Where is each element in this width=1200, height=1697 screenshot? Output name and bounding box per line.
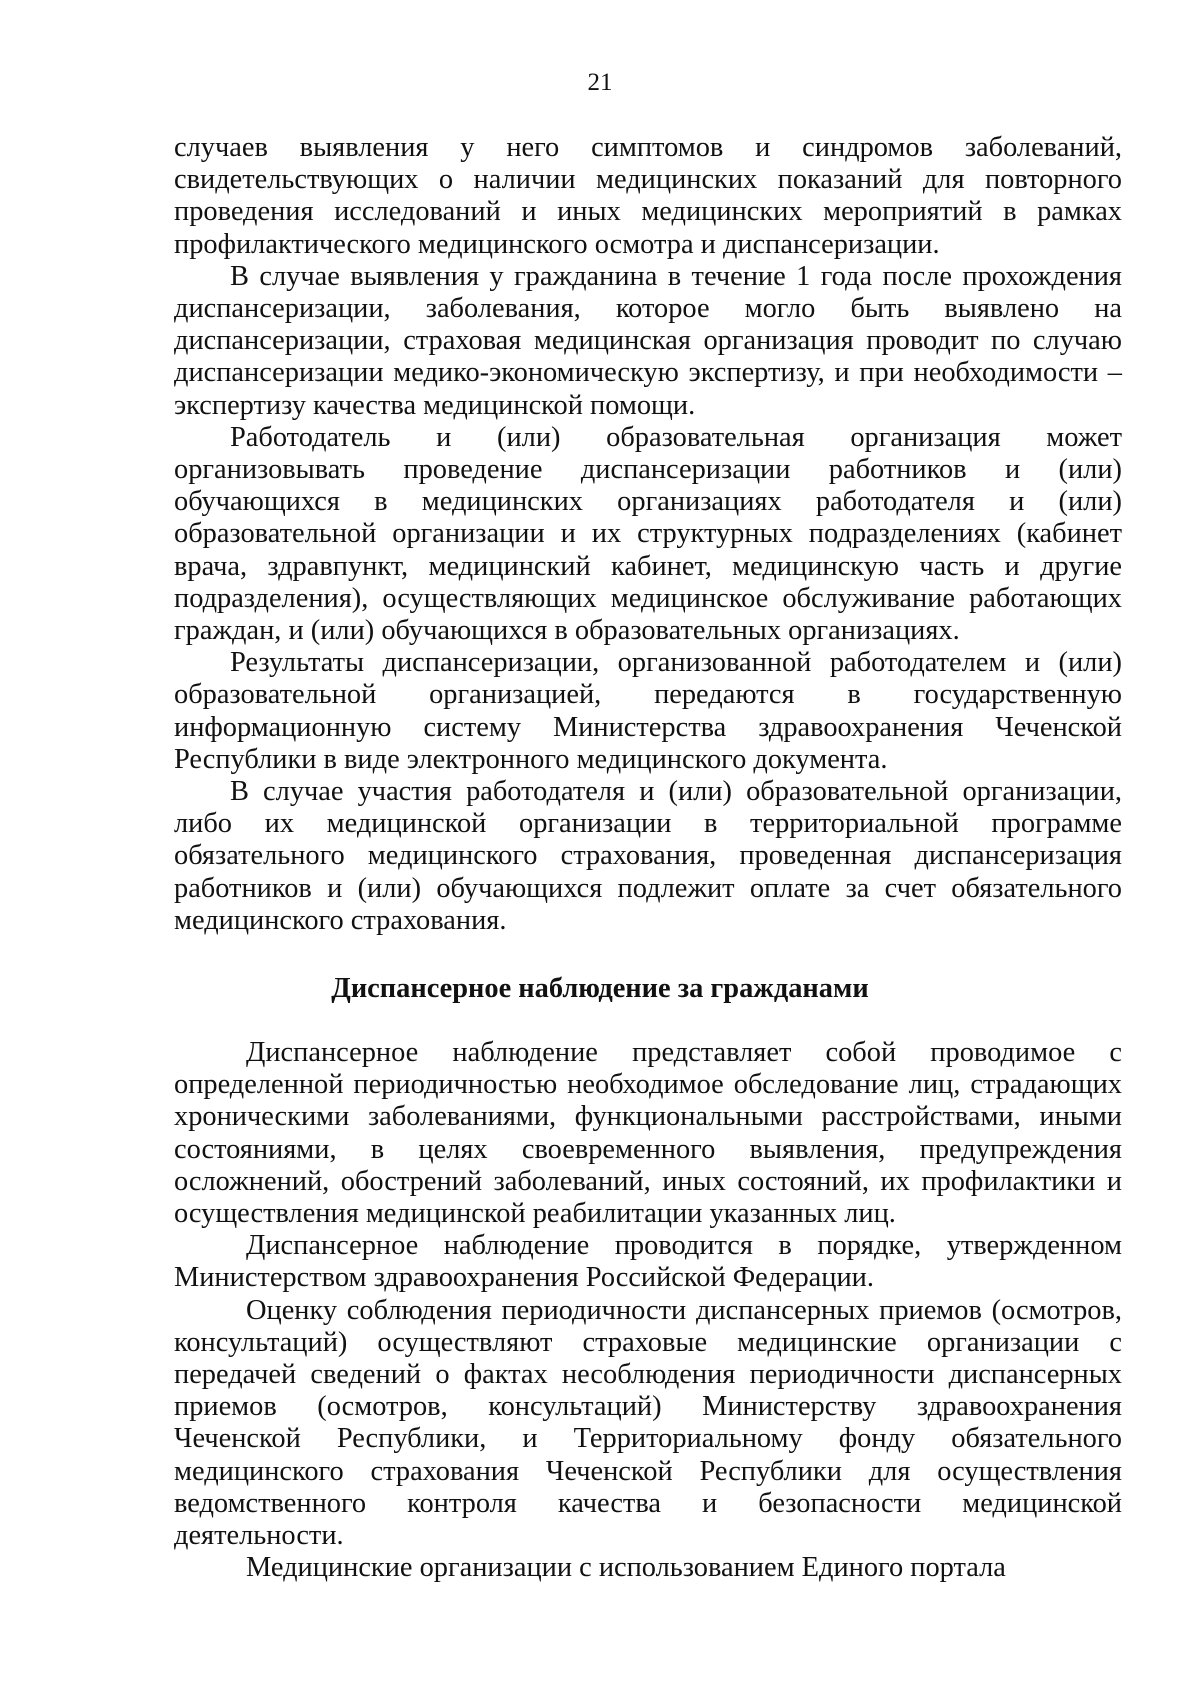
paragraph-periodicity-assessment: Оценку соблюдения периодичности диспансерных приемов (осмотров, консультаций) осуществляют страховые медицинские организации с передачей сведений о фактах несоблюдения периодичности диспансерных приемов (осмотров, консультаций) Министерству здравоохранения Чеченской Республики, и Территориальному фонду обязательного медицинского страхования Чеченской Республики для осуществления ведомственного контроля качества и безопасности медицинской деятельности.: [174, 1294, 1122, 1552]
section-heading: Диспансерное наблюдение за гражданами: [331, 973, 869, 1004]
paragraph-portal-start: Медицинские организации с использованием Единого портала: [246, 1552, 1006, 1584]
paragraph-results-transfer: Результаты диспансеризации, организованной работодателем и (или) образовательной организацией, передаются в государственную информационную систему Министерства здравоохранения Чеченской Республики в виде электронного медицинского документа.: [174, 647, 1122, 775]
paragraph-procedure: Диспансерное наблюдение проводится в порядке, утвержденном Министерством здравоохранения Российской Федерации.: [174, 1230, 1122, 1294]
paragraph-dispanserization-expertise: В случае выявления у гражданина в течение 1 года после прохождения диспансеризации, заболевания, которое могло быть выявлено на диспансеризации, страховая медицинская организация проводит по случаю диспансеризации медико-экономическую экспертизу, и при необходимости – экспертизу качества медицинской помощи.: [174, 260, 1122, 421]
top-text-block: [174, 132, 1122, 937]
page-number: 21: [587, 69, 613, 96]
paragraph-definition: Диспансерное наблюдение представляет собой проводимое с определенной периодичностью необходимое обследование лиц, страдающих хроническими заболеваниями, функциональными расстройствами, иными состояниями, в целях своевременного выявления, предупреждения осложнений, обострений заболеваний, иных состояний, их профилактики и осуществления медицинской реабилитации указанных лиц.: [174, 1037, 1122, 1230]
section-text-block: [174, 1037, 1122, 1584]
paragraph-employer-organization: Работодатель и (или) образовательная организация может организовывать проведение диспансеризации работников и (или) обучающихся в медицинских организациях работодателя и (или) образовательной организации и их структурных подразделениях (кабинет врача, здравпункт, медицинский кабинет, медицинскую часть и другие подразделения), осуществляющих медицинское обслуживание работающих граждан, и (или) обучающихся в образовательных организациях.: [174, 421, 1122, 647]
paragraph-payment: В случае участия работодателя и (или) образовательной организации, либо их медицинской организации в территориальной программе обязательного медицинского страхования, проведенная диспансеризация работников и (или) обучающихся подлежит оплате за счет обязательного медицинского страхования.: [174, 776, 1122, 936]
paragraph-continuation: случаев выявления у него симптомов и синдромов заболеваний, свидетельствующих о наличии медицинских показаний для повторного проведения исследований и иных медицинских мероприятий в рамках профилактического медицинского осмотра и диспансеризации.: [174, 132, 1122, 260]
